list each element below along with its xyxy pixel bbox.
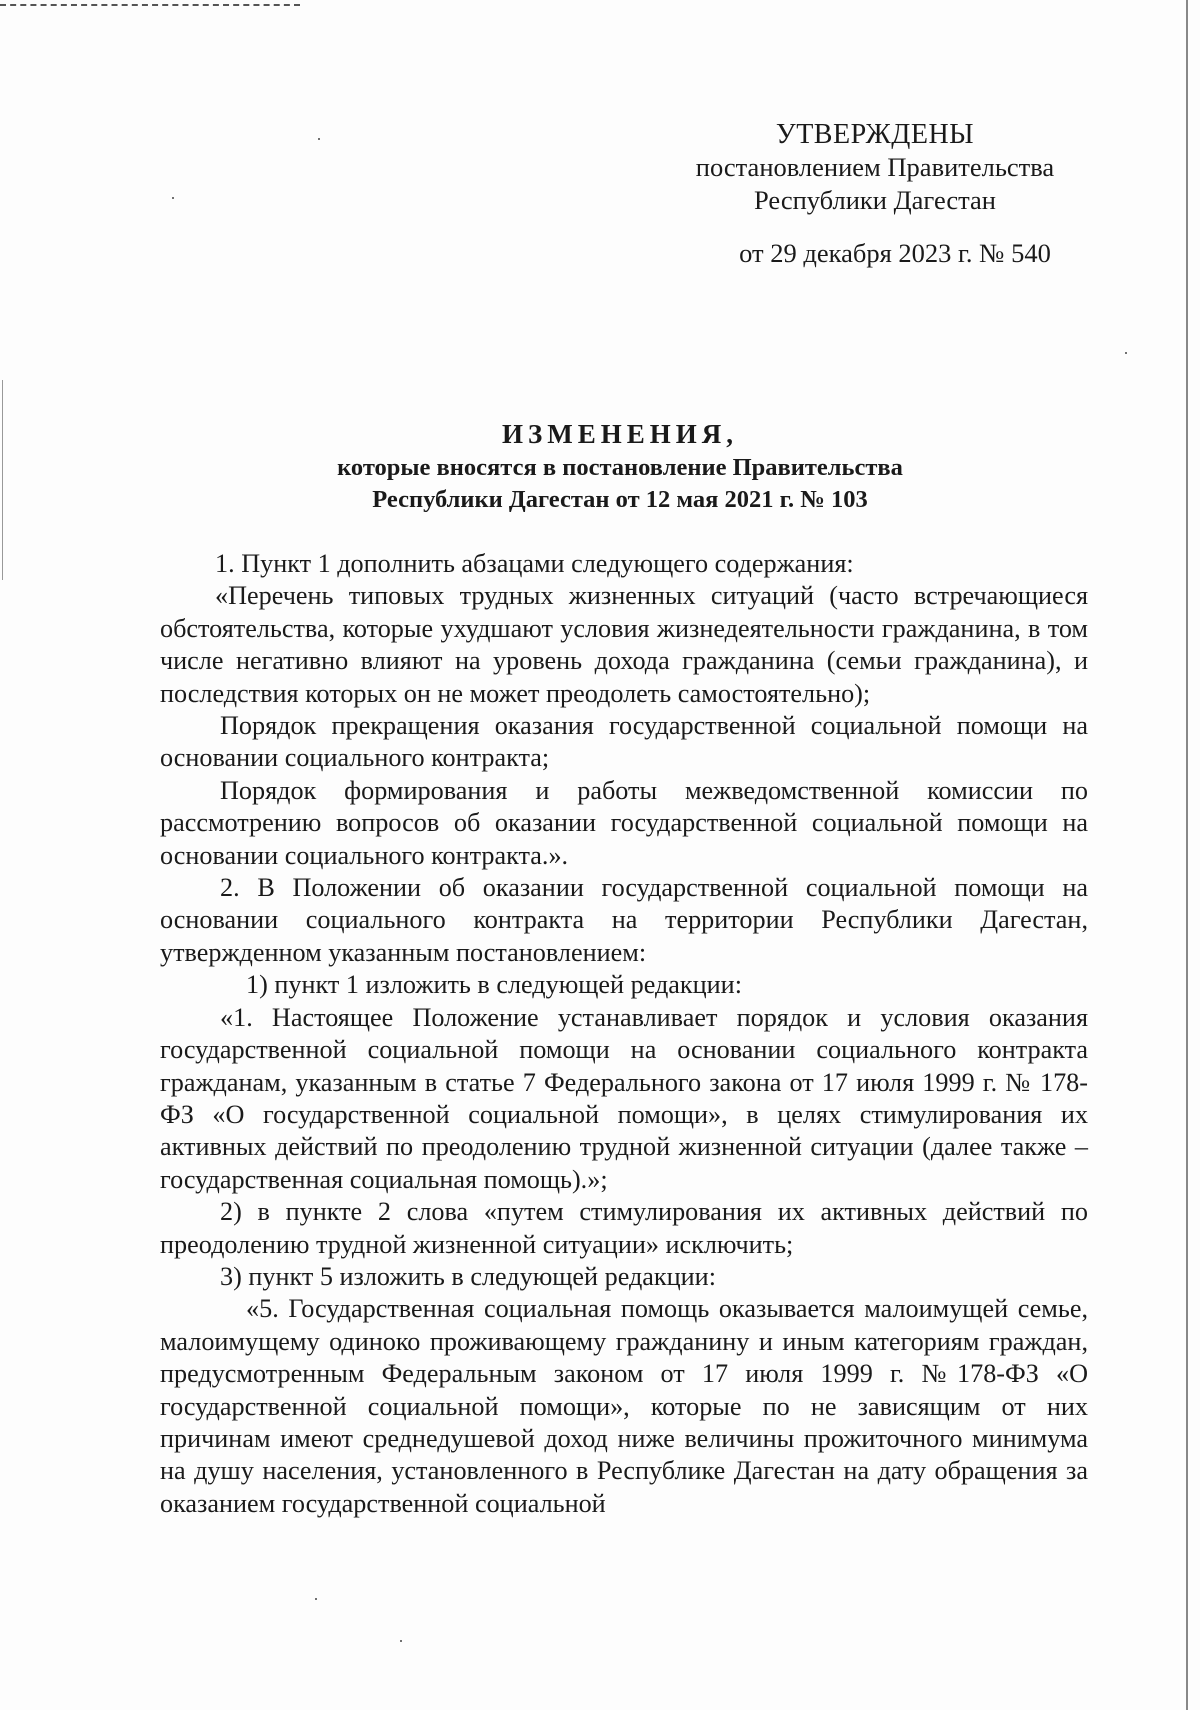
paragraph: 1) пункт 1 изложить в следующей редакции: <box>246 970 742 1000</box>
scan-edge-artifact <box>2 380 3 580</box>
approval-title: УТВЕРЖДЕНЫ <box>775 119 975 150</box>
paragraph: Порядок прекращения оказания государственной социальной помощи на основании социального контракта; <box>160 711 1088 773</box>
approval-line: постановлением Правительства <box>695 152 1055 182</box>
scan-speck <box>318 138 320 140</box>
paragraph: «5. Государственная социальная помощь оказывается малоимущей семье, малоимущему одиноко проживающему гражданину и иным категориям граждан, предусмотренным Федеральным законом от 17 июля 1999 г. №178-ФЗ «О государственной социальной помощи», которые по не зависящим от них причинам имеют среднедушевой доход ниже величины прожиточного минимума на душу населения, установленного в Республике Дагестан на дату обращения за оказанием государственной социальной <box>160 1294 1088 1518</box>
approval-stamp <box>640 118 1110 270</box>
approval-date: от 29 декабря 2023 г. № 540 <box>739 238 1051 268</box>
paragraph: «1. Настоящее Положение устанавливает порядок и условия оказания государственной социальной помощи на основании социального контракта гражданам, указанным в статье 7 Федерального закона от 17 июля 1999 г. № 178-ФЗ «О государственной социальной помощи», в целях стимулирования их активных действий по преодолению трудной жизненной ситуации (далее также – государственная социальная помощь).»; <box>160 1002 1088 1194</box>
scan-speck <box>172 197 174 199</box>
paragraph: Порядок формирования и работы межведомственной комиссии по рассмотрению вопросов об оказании государственной социальной помощи на основании социального контракта.». <box>160 775 1088 870</box>
scan-speck <box>400 1640 402 1642</box>
paragraph: 1. Пункт 1 дополнить абзацами следующего содержания: <box>215 549 854 578</box>
paragraph: «Перечень типовых трудных жизненных ситуаций (часто встречающиеся обстоятельства, которые ухудшают условия жизнедеятельности гражданина, в том числе негативно влияют на уровень дохода гражданина (семьи гражданина), и последствия которых он не может преодолеть самостоятельно); <box>160 581 1088 708</box>
paragraph: 2) в пункте 2 слова «путем стимулирования их активных действий по преодолению трудной жизненной ситуации» исключить; <box>160 1197 1088 1259</box>
scan-edge-artifact <box>0 4 300 6</box>
scan-speck <box>1125 352 1127 354</box>
document-heading <box>160 418 1080 516</box>
paragraph: 3) пункт 5 изложить в следующей редакции: <box>220 1261 716 1291</box>
heading-title: ИЗМЕНЕНИЯ, <box>501 419 738 449</box>
scan-edge-artifact <box>1186 0 1188 1710</box>
scan-speck <box>315 1598 317 1600</box>
heading-subtitle: которые вносятся в постановление Правительства <box>337 454 903 481</box>
paragraph: 2. В Положении об оказании государственной социальной помощи на основании социального контракта на территории Республики Дагестан, утвержденном указанным постановлением: <box>160 873 1088 967</box>
document-body <box>160 548 1088 1520</box>
heading-subtitle: Республики Дагестан от 12 мая 2021 г. № 103 <box>372 486 868 513</box>
approval-line: Республики Дагестан <box>754 185 996 215</box>
